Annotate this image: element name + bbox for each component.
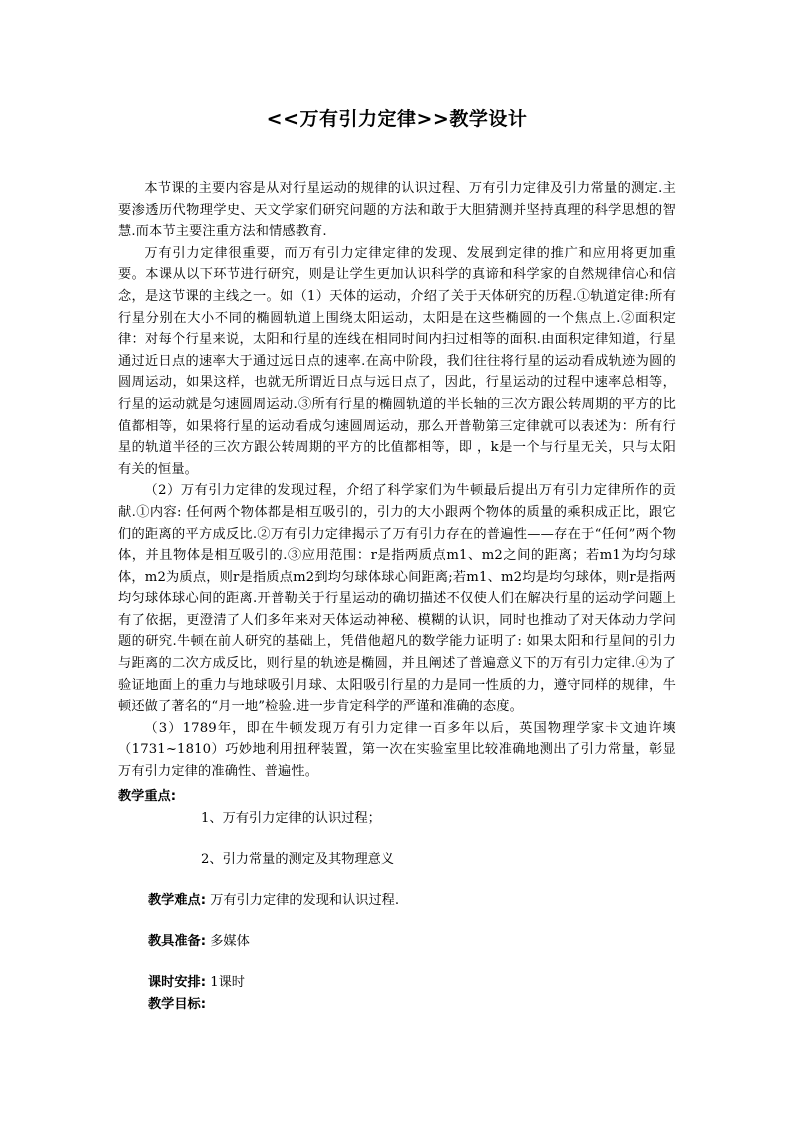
document-body <box>118 178 676 783</box>
materials-value: 多媒体 <box>206 934 250 949</box>
intro-paragraph: 本节课的主要内容是从对行星运动的规律的认识过程、万有引力定律及引力常量的测定.主要渗透历代物理学史、天文学家们研究问题的方法和敢于大胆猜测并坚持真理的科学思想的智慧.而本节主要注重方法和情感教育. <box>118 181 676 240</box>
schedule-row <box>148 971 245 990</box>
difficulty-row <box>148 889 399 908</box>
objectives-row <box>148 993 206 1012</box>
key-point-item-2: 2、引力常量的测定及其物理意义 <box>201 852 395 867</box>
paragraph-newton: （2）万有引力定律的发现过程，介绍了科学家们为牛顿最后提出万有引力定律所作的贡献.①内容: 任何两个物体都是相互吸引的，引力的大小跟两个物体的质量的乘积成正比，跟它们的距离的平方成反比.②万有引力定律揭示了万有引力存在的普遍性——存在于“任何”两个物体，并且物体是相互吸引的.③应用范围：r是指两质点m1、m2之间的距离；若m1为均匀球体，m2为质点，则r是指质点m2到均匀球体球心间距离;若m1、m2均是均匀球体，则r是指两均匀球体球心间的距离.开普勒关于行星运动的确切描述不仅使人们在解决行星的运动学问题上有了依据，更澄清了人们多年来对天体运动神秘、模糊的认识，同时也推动了对天体动力学问题的研究.牛顿在前人研究的基础上，凭借他超凡的数学能力证明了: 如果太阳和行星间的引力与距离的二次方成反比，则行星的轨迹是椭圆，并且阐述了普遍意义下的万有引力定律.④为了验证地面上的重力与地球吸引月球、太阳吸引行星的力是同一性质的力，遵守同样的规律，牛顿还做了著名的“月一地”检验.进一步肯定科学的严谨和准确的态度。 <box>118 483 676 715</box>
difficulty-label: 教学难点: <box>148 893 207 908</box>
schedule-value: 1课时 <box>206 975 245 990</box>
key-points-heading: 教学重点: <box>118 789 177 804</box>
objectives-heading: 教学目标: <box>148 997 207 1012</box>
materials-row <box>148 930 250 949</box>
difficulty-value: 万有引力定律的发现和认识过程. <box>206 893 400 908</box>
materials-label: 教具准备: <box>148 934 207 949</box>
paragraph-kepler: 万有引力定律很重要，而万有引力定律定律的发现、发展到定律的推广和应用将更加重要。本课从以下环节进行研究，则是让学生更加认识科学的真谛和科学家的自然规律信心和信念，是这节课的主线之一。如（1）天体的运动，介绍了关于天体研究的历程.①轨道定律:所有行星分别在大小不同的椭圆轨道上围绕太阳运动，太阳是在这些椭圆的一个焦点上.②面积定律：对每个行星来说，太阳和行星的连线在相同时间内扫过相等的面积.由面积定律知道，行星通过近日点的速率大于通过远日点的速率.在高中阶段，我们往往将行星的运动看成轨迹为圆的圆周运动，如果这样，也就无所谓近日点与远日点了，因此，行星运动的过程中速率总相等，行星的运动就是匀速圆周运动.③所有行星的椭圆轨道的半长轴的三次方跟公转周期的平方的比值都相等，如果将行星的运动看成匀速圆周运动，那么开普勒第三定律就可以表述为：所有行星的轨道半径的三次方跟公转周期的平方的比值都相等，即 ，k是一个与行星无关，只与太阳有关的恒量。 <box>118 245 676 477</box>
schedule-label: 课时安排: <box>148 975 207 990</box>
key-point-item-1: 1、万有引力定律的认识过程； <box>201 811 381 826</box>
document-title: <<万有引力定律>>教学设计 <box>266 108 528 130</box>
paragraph-cavendish: （3）1789年，即在牛顿发现万有引力定律一百多年以后，英国物理学家卡文迪许塽（1731~1810）巧妙地利用扭秤装置，第一次在实验室里比较准确地测出了引力常量，彰显万有引力定律的准确性、普遍性。 <box>118 720 676 780</box>
